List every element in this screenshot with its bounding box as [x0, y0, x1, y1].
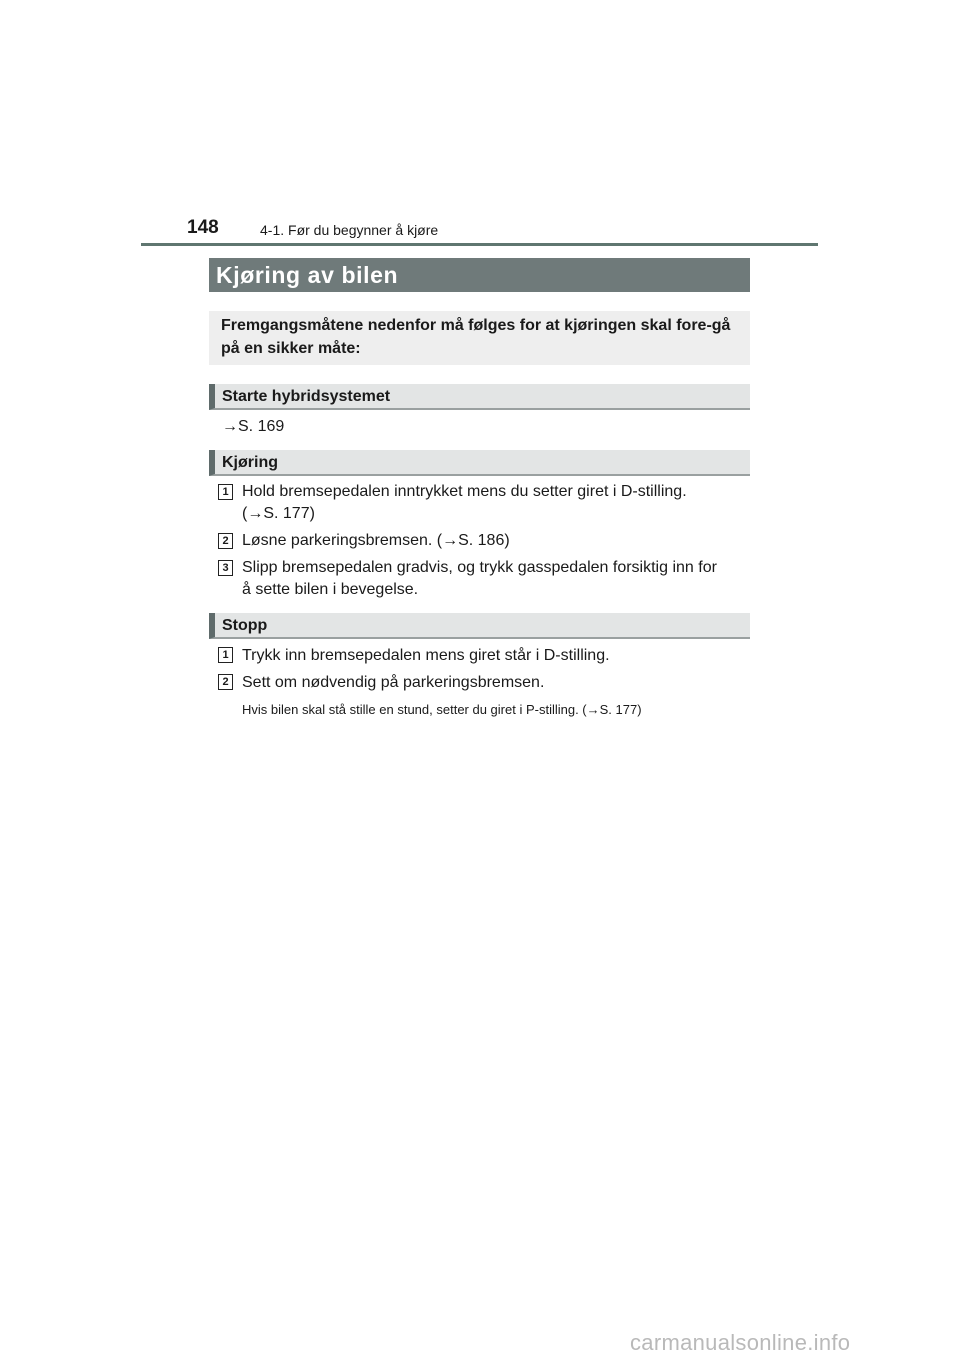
- step-number-box: 1: [218, 484, 233, 500]
- step-text-line: Sett om nødvendig på parkeringsbremsen.: [242, 674, 545, 691]
- stop-note: Hvis bilen skal stå stille en stund, setter du giret i P-stilling. (→S. 177): [242, 702, 642, 717]
- step-text-line: Hold bremsepedalen inntrykket mens du setter giret i D-stilling.: [242, 483, 687, 500]
- step-number-box: 2: [218, 674, 233, 690]
- driving-step-1: [242, 481, 757, 525]
- step-text-line: å sette bilen i bevegelse.: [242, 581, 419, 598]
- driving-step-2: [242, 530, 757, 552]
- step-text-line: Trykk inn bremsepedalen mens giret står i D-stilling.: [242, 647, 610, 664]
- driving-step-3: [242, 557, 757, 601]
- page-title: Kjøring av bilen: [209, 258, 750, 292]
- step-text-line: (→S. 177): [242, 505, 315, 522]
- chapter-title: 4-1. Før du begynner å kjøre: [260, 222, 439, 238]
- page-number: 148: [187, 217, 219, 238]
- step-number-box: 1: [218, 647, 233, 663]
- step-number-box: 2: [218, 533, 233, 549]
- stop-step-1: [242, 645, 757, 667]
- stop-step-2: [242, 672, 757, 694]
- step-number-box: 3: [218, 560, 233, 576]
- section-heading-driving: Kjøring: [209, 450, 750, 476]
- watermark-text: carmanualsonline.info: [630, 1330, 851, 1355]
- step-text-line: Løsne parkeringsbremsen. (→S. 186): [242, 532, 510, 549]
- intro-text: Fremgangsmåtene nedenfor må følges for at kjøringen skal fore-gå på en sikker måte:: [221, 317, 731, 357]
- section-heading-start: Starte hybridsystemet: [209, 384, 750, 410]
- step-text-line: Slipp bremsepedalen gradvis, og trykk gasspedalen forsiktig inn for: [242, 559, 717, 576]
- header-divider: [141, 243, 818, 246]
- section-heading-stop: Stopp: [209, 613, 750, 639]
- intro-box: [209, 311, 750, 365]
- start-page-reference: →S. 169: [222, 418, 285, 435]
